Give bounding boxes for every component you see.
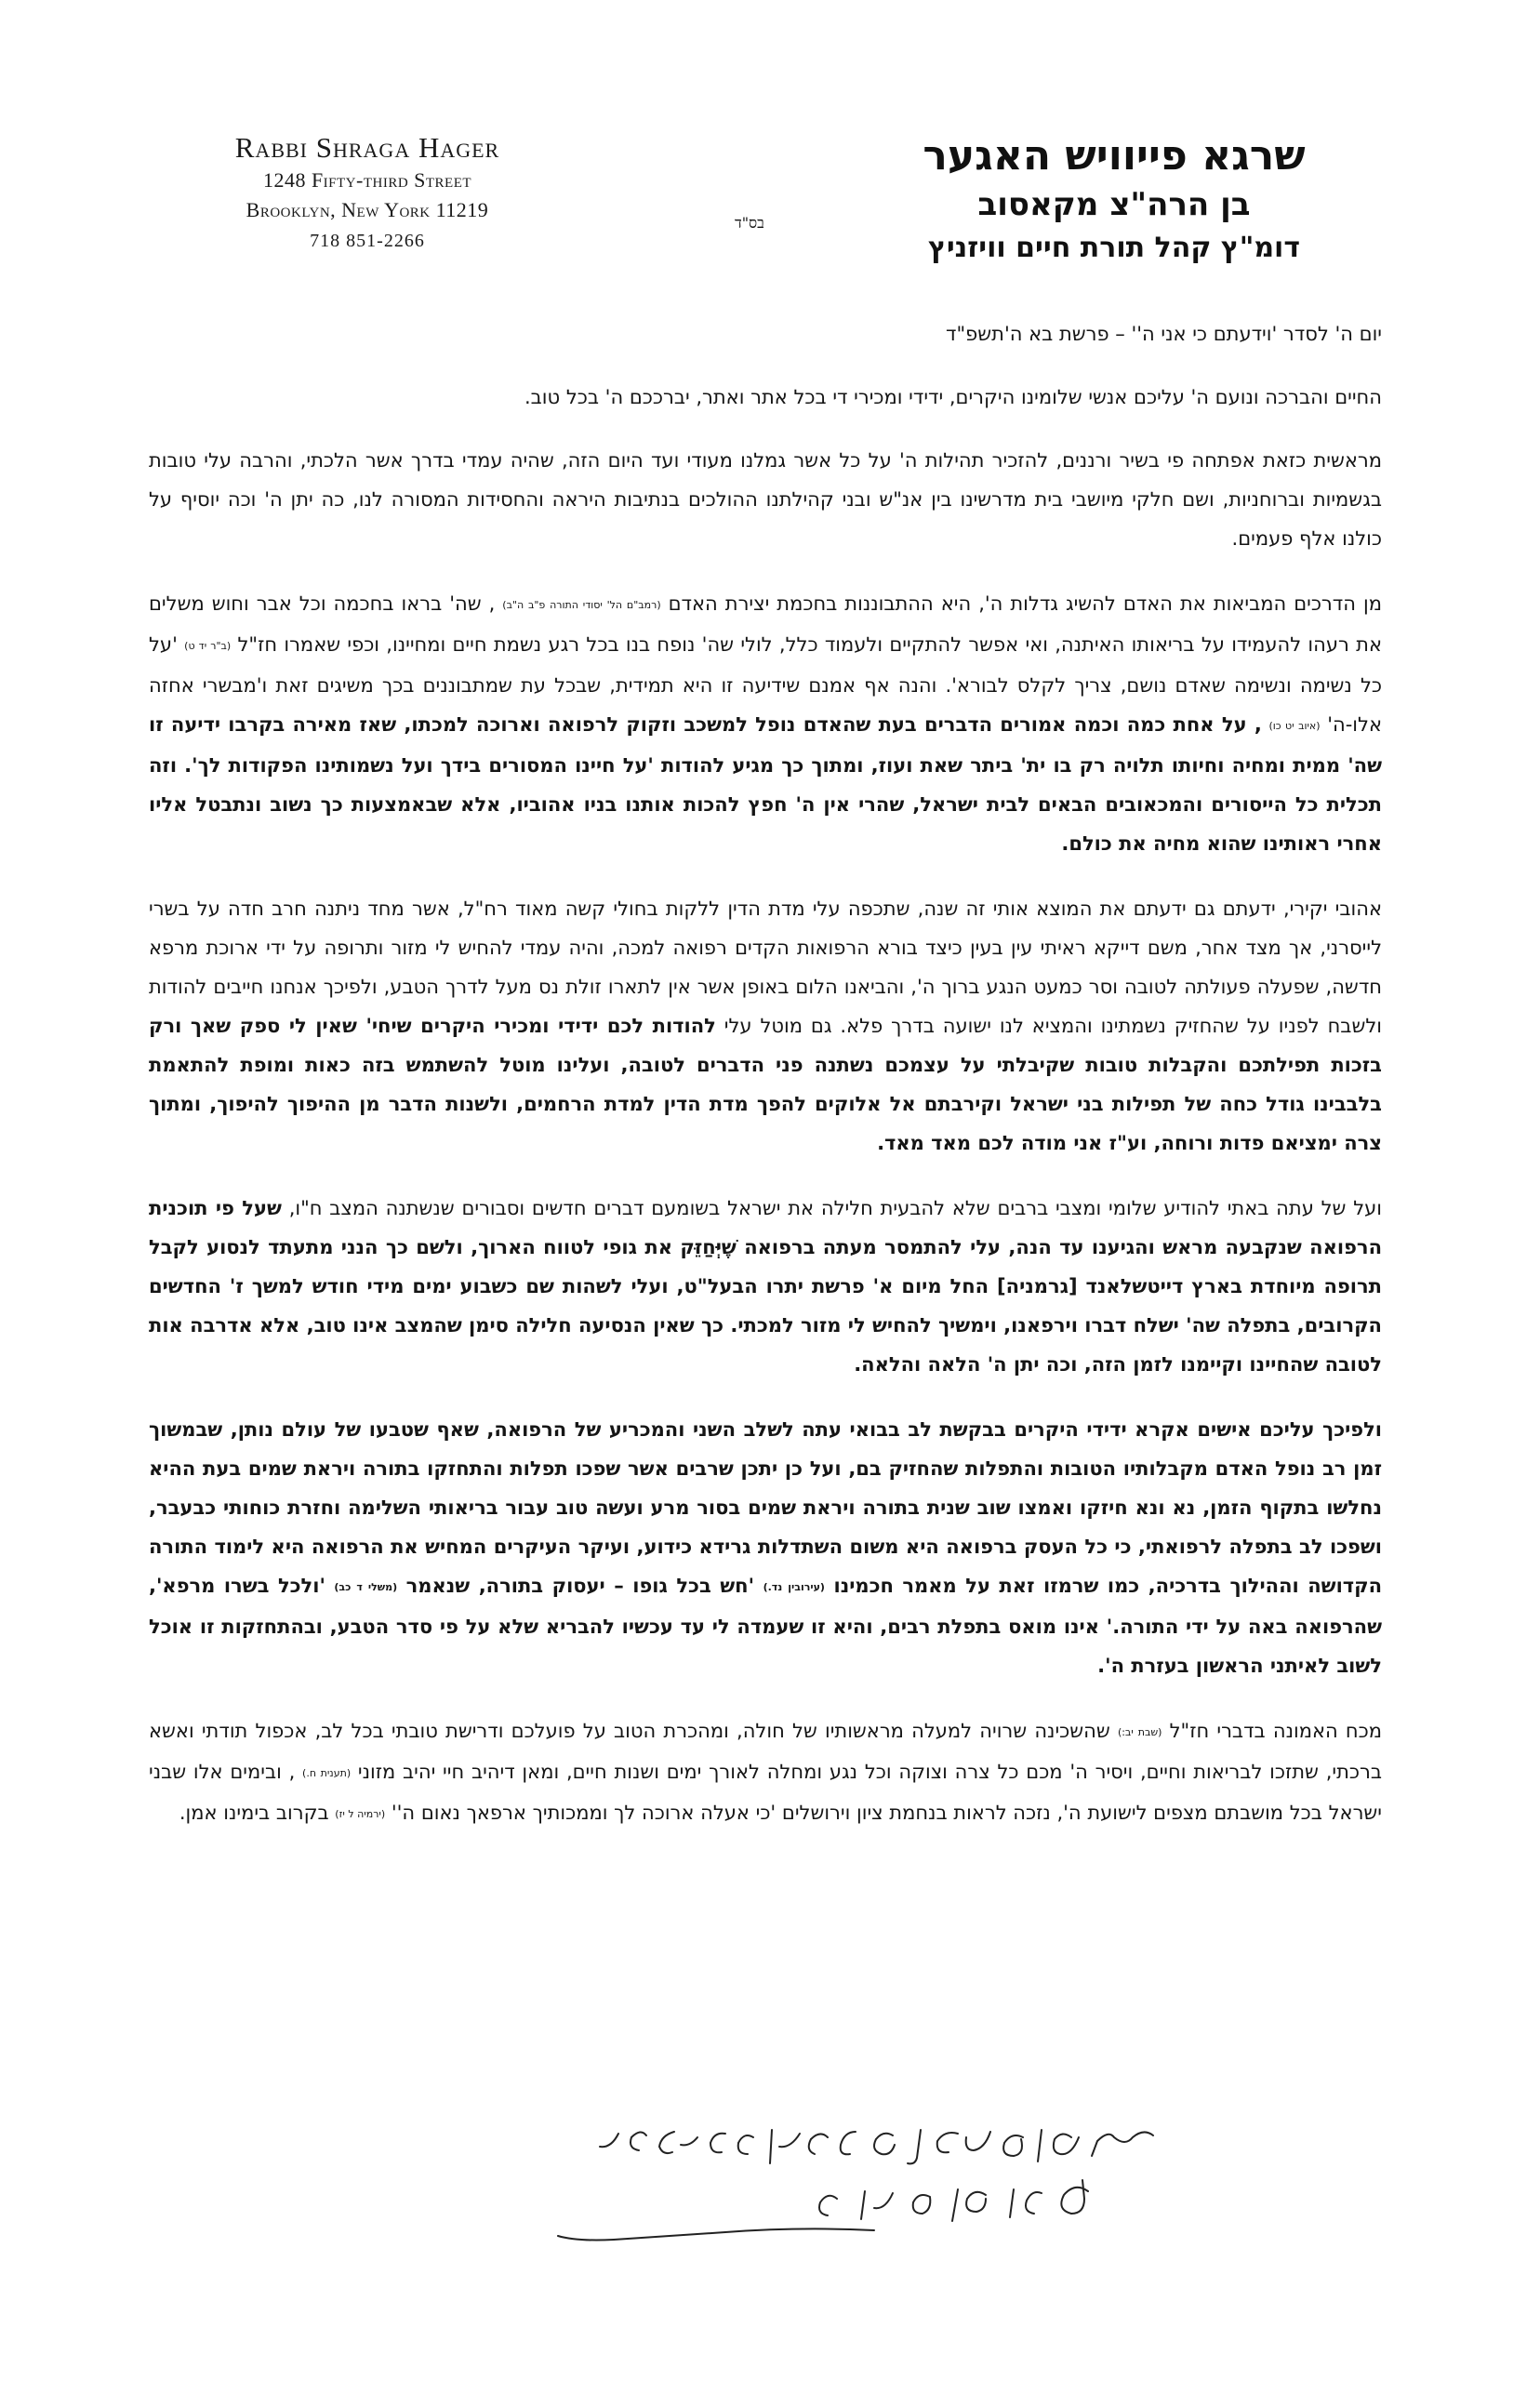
paragraph-text: אהובי יקירי, ידעתם גם ידעתם את המוצא אותי זה שנה, שתכפה עלי מדת הדין ללקות בחולי קשה מאוד רח"ל, אשר מחד ניתנה חרב חדה על בשרי לייסרני, אך מצד אחר, משם דייקא ראיתי עין בעין כיצד בורא הרפואות הקדים רפואה למכה, והיה עמדי להחיש לי מזור ותרופה על ידי ארוכת מרפא חדשה, שפעלה פעולתה לטובה וסר כמעט הנגע ברוך ה', והביאנו הלום באופן אשר אין לתארו זולת נס מעל לדרך הטבע, ולפיכך אנחנו חייבים להודות ולשבח לפניו על שהחזיק נשמתינו והמציא לנו ישועה בדרך פלא. גם מוטל עלי [149, 898, 1382, 1037]
letterhead-hebrew-line1: בן הרה"צ מקאסוב [977, 186, 1251, 223]
paragraph-bold-text: ולפיכך עליכם אישים אקרא ידידי היקרים בבקשת לב בבואי עתה לשלב השני והמכריע של הרפואה, שאף שטבעו של עולם נותן, שבמשוך זמן רב נופל האדם מקבלותיו הטובות והתפלות שהחזיק בם, ועל כן יתכן שרבים אשר שפכו תפלות והתחזקו בתורה ויראת שמים בעת ההיא נחלשו בתקוף הזמן, נא ונא חיזקו ואמצו שוב שנית בתורה ויראת שמים בסור מרע ועשה טוב עבור בריאותי השלימה וחזרת כוחותי כבעבר, ושפכו לב בתפלה לרפואתי, כי כל העסק ברפואה היא משום השתדלות גרידא כידוע, ועיקר העיקרים המחיש את הרפואה היא לימוד התורה הקדושה וההילוך בדרכיה, כמו שרמזו זאת על מאמר חכמינו [149, 1418, 1383, 1597]
date-line: יום ה' לסדר 'וידעתם כי אני ה'' – פרשת בא ה'תשפ"ד [946, 323, 1382, 345]
letterhead-english-phone: 718 851-2266 [310, 231, 425, 251]
letterhead-hebrew-name: שרגא פייוויש האגער [923, 132, 1306, 180]
paragraph-text: בקרוב בימינו אמן. [179, 1802, 329, 1824]
paragraph-bold-text: 'ולכל בשרו מרפא', שהרפואה באה על ידי התורה.' אינו מואס בתפלת רבים, והיא זו שעמדה לי עד עכשיו להבריא שלא על פי סדר הטבע, ובהתחזקות זו אוכל לשוב לאיתני הראשון בעזרת ה'. [149, 1575, 1382, 1677]
source-citation: (עירובין נד.) [763, 1581, 825, 1593]
letterhead-english-city: Brooklyn, New York 11219 [246, 198, 489, 221]
handwritten-signature [521, 2109, 1190, 2277]
paragraph-text: ועל של עתה באתי להודיע שלומי ומצבי ברבים שלא להבעית חלילה את ישראל בשומעם דברים חדשים וסבורים שנשתנה המצב ח"ו, [281, 1197, 1382, 1219]
bsd-mark: בס"ד [735, 214, 764, 232]
signature-drawing [521, 2109, 1190, 2277]
paragraph-request [149, 1410, 1382, 1685]
source-citation: (משלי ד כב) [334, 1581, 398, 1593]
letterhead-english-name: Rabbi Shraga Hager [234, 131, 500, 164]
paragraph-contemplation [149, 584, 1382, 863]
paragraph-opening: מראשית כזאת אפתחה פי בשיר ורננים, להזכיר תהילות ה' על כל אשר גמלנו מעודי ועד היום הזה, שהיה עמדי בדרך אשר הלכתי, והרבה עלי טובות בגשמיות וברוחניות, ושם חלקי מיושבי בית מדרשינו בין אנ"ש ובני קהילתנו ההולכים בנתיבות היראה והחסידות המסורה לנו, כה יתן ה' וכה יוסיף על כולנו אלף פעמים. [149, 449, 1382, 550]
paragraph-text: מכח האמונה בדברי חז"ל [1169, 1720, 1382, 1742]
source-citation: (ירמיה ל יז) [335, 1808, 386, 1820]
paragraph-bold-text: להודות לכם ידידי ומכירי היקרים שיחי' שאין לי ספק שאך ורק בזכות תפילתכם והקבלות טובות שקיבלתי על עצמכם נשתנה פני הדברים לטובה, ועלינו מוטל להשתמש בזה כאות ומופת להתאמת בלבבינו גודל כחה של תפילות בני ישראל וקירבתם אל אלוקים להפך מדת הדין למדת הרחמים, ולשנות הדבר מן ההיפוך להיפוך, ומתוך צרה ימציאם פדות ורוחה, וע"ז אני מודה לכם מאד מאד. [149, 1015, 1382, 1154]
paragraph-bold-text: , על אחת כמה וכמה אמורים הדברים בעת שהאדם נופל למשכב וזקוק לרפואה וארוכה למכתו, שאז מאירה בקרבו ידיעה זו שה' ממית ומחיה וחיותו תלויה רק בו ית' ביתר שאת ועוז, ומתוך כך מגיע להודות 'על חיינו המסורים בידך ועל נשמותינו הפקודות לך'. וזה תכלית כל הייסורים והמכאובים הבאים לבית ישראל, שהרי אין ה' חפץ להכות אותנו בניו אהוביו, אלא שבאמצעות כך נשוב ונתבטל אליו אחרי ראותינו שהוא מחיה את כולם. [149, 713, 1382, 855]
paragraph-illness [149, 889, 1382, 1163]
paragraph-text: , ובימים אלו שבני ישראל בכל מושבתם מצפים לישועת ה', נזכה לראות בנחמת ציון וירושלים 'כי אעלה ארוכה לך וממכותיך ארפאך נאום ה'' [149, 1761, 1382, 1824]
letterhead-hebrew [909, 130, 1319, 270]
letterhead-english [200, 130, 535, 257]
paragraph-blessing [149, 1711, 1382, 1834]
letterhead-hebrew-line2: דומ"ץ קהל תורת חיים וויזניץ [928, 232, 1300, 264]
source-citation: (ב"ר יד ט) [184, 640, 232, 652]
source-citation: (תענית ח.) [302, 1767, 352, 1779]
paragraph-text: שהשכינה שרויה למעלה מראשותיו של חולה, ומהכרת הטוב על פועלכם ודרישת טובתי בכל לב, אכפול תודתי ואשא ברכתי, שתזכו לבריאות וחיים, ויסיר ה' מכם כל צרה וצוקה וכל נגע ומחלה לאורך ימים ושנות חיים, ומאן דיהיב חיי יהיב מזוני [149, 1720, 1382, 1783]
letter-body [149, 314, 1382, 1860]
source-citation: (רמב"ם הל' יסודי התורה פ"ב ה"ב) [502, 599, 661, 611]
paragraph-bold-text: שעל פי תוכנית הרפואה שנקבעה מראש והגיענו עד הנה, עלי להתמסר מעתה ברפואה שֶׁיְּחַזֵּק את גופי לטווח הארוך, ולשם כך הנני מתעתד לנסוע לקבל תרופה מיוחדת בארץ דייטשלאנד [גרמניה] החל מיום א' פרשת יתרו הבעל"ט, ועלי לשהות שם כשבוע ימים מידי חודש למשך ז' החדשים הקרובים, בתפלה שה' ישלח דברו וירפאנו, וימשיך להחיש לי מזור למכתי. כך שאין הנסיעה חלילה סימן שהמצב אינו טוב, אלא אדרבה אות לטובה שהחיינו וקיימנו לזמן הזה, וכה יתן ה' הלאה והלאה. [149, 1197, 1382, 1376]
letterhead-english-street: 1248 Fifty-third Street [262, 168, 472, 192]
source-citation: (שבת יב:) [1117, 1726, 1162, 1738]
paragraph-text: , שה' בראו בחכמה וכל אבר וחוש משלים את רעהו להעמידו על בריאותו האיתנה, ואי אפשר להתקיים ולעמוד כלל, לולי שה' נופח בנו בכל רגע נשמת חיים ומחיינו, וכפי שאמרו חז"ל [149, 592, 1382, 656]
paragraph-text: מן הדרכים המביאות את האדם להשיג גדלות ה', היא ההתבוננות בחכמת יצירת האדם [668, 592, 1382, 615]
paragraph-treatment [149, 1189, 1382, 1384]
paragraph-text: 'על כל נשימה ונשימה שאדם נושם, צריך לקלס לבורא'. והנה אף אמנם שידיעה זו היא תמידית, שבכל עת שמתבוננים בכך משיגים זאת ו'מבשרי אחזה אלו-ה' [149, 633, 1382, 736]
greeting-line: החיים והברכה ונועם ה' עליכם אנשי שלומינו היקרים, ידידי ומכירי די בכל אתר ואתר, יברככם ה' בכל טוב. [524, 386, 1382, 408]
source-citation: (איוב יט כו) [1268, 720, 1321, 732]
paragraph-bold-text: 'חש בכל גופו – יעסוק בתורה, שנאמר [405, 1575, 755, 1597]
